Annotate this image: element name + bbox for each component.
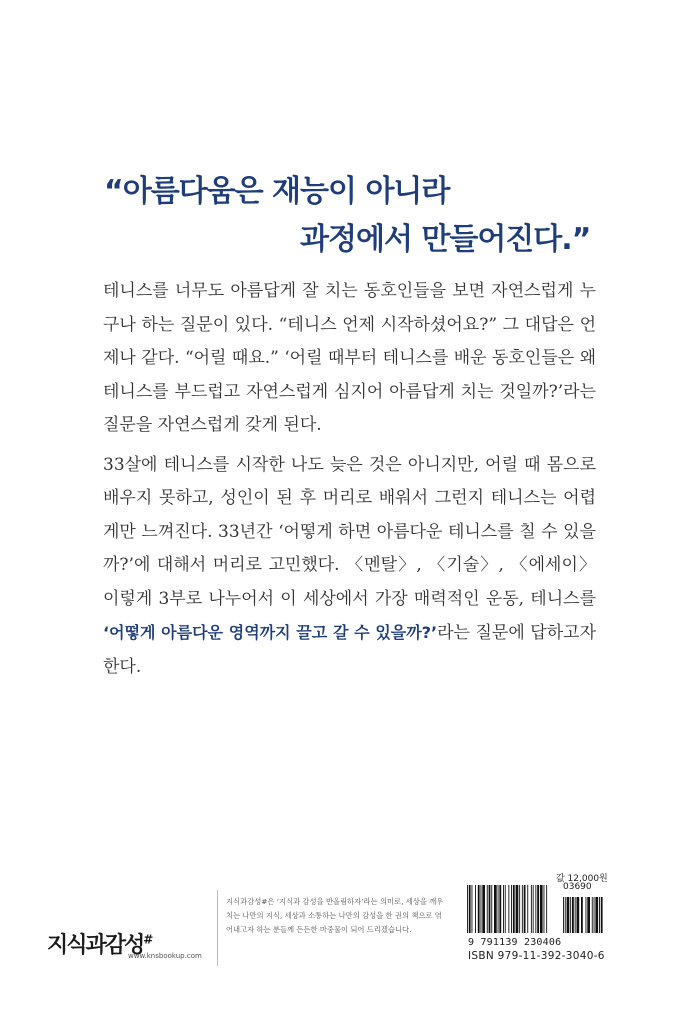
addon-bar: [577, 897, 580, 933]
barcode-bar: [540, 885, 543, 933]
addon-bar: [567, 897, 570, 933]
paragraph-2: [103, 449, 596, 685]
barcode-addon-number: 03690: [563, 882, 592, 892]
barcode-bar: [489, 885, 491, 933]
barcode-bar: [524, 885, 526, 933]
barcode-bar: [482, 885, 485, 933]
body-text: [103, 275, 596, 690]
addon-bar: [565, 897, 566, 933]
addon-bar: [581, 897, 583, 933]
barcode-bar: [472, 885, 473, 933]
paragraph-2-text-b: 라는 질문에 답하고자 한다.: [103, 623, 596, 677]
barcode-bar: [511, 885, 512, 933]
addon-bar: [572, 897, 574, 933]
barcode-bar: [535, 885, 536, 933]
quote-line-2: 과정에서 만들어진다.”: [300, 222, 591, 257]
barcode-bar: [478, 885, 480, 933]
addon-bar: [601, 897, 603, 933]
barcode-bar: [503, 885, 504, 933]
addon-bar: [575, 897, 576, 933]
barcode-digits: 9 791139 230406: [468, 937, 562, 948]
addon-bar: [595, 897, 598, 933]
barcode-bar: [505, 885, 506, 933]
barcode-bar: [498, 885, 499, 933]
barcode-bar: [546, 885, 547, 933]
addon-bar: [599, 897, 600, 933]
publisher-logo-mark: #: [143, 932, 154, 947]
barcode-bar: [516, 885, 519, 933]
publisher-logo-text: 지식과감성: [47, 933, 144, 958]
quote-line-1: “아름다움은 재능이 아니라: [104, 174, 450, 209]
isbn-text: ISBN 979-11-392-3040-6: [468, 950, 605, 962]
publisher-url: www.knsbookup.com: [128, 952, 202, 960]
barcode-bar: [519, 885, 520, 933]
barcode-bar: [544, 885, 545, 933]
barcode-bar: [494, 885, 497, 933]
barcode-bar: [499, 885, 501, 933]
paragraph-2-text-a: 33살에 테니스를 시작한 나도 늦은 것은 아니지만, 어릴 때 몸으로 배우지 못하고, 성인이 된 후 머리로 배워서 그런지 테니스는 어렵게만 느껴진다. 33년간 ‘어떻게 하면 아름다운 테니스를 칠 수 있을까?’에 대해서 머리로 고민했다. 〈멘탈〉, 〈기술〉, 〈에세이〉 이렇게 3부로 나누어서 이 세상에서 가장 매력적인 운동, 테니스를: [103, 454, 596, 609]
addon-bar: [563, 897, 564, 933]
barcode-bar: [469, 885, 471, 933]
paragraph-1: 테니스를 너무도 아름답게 잘 치는 동호인들을 보면 자연스럽게 누구나 하는 질문이 있다. “테니스 언제 시작하셨어요?” 그 대답은 언제나 같다. “어릴 때요.” ‘어릴 때부터 테니스를 배운 동호인들은 왜 테니스를 부드럽고 자연스럽게 심지어 아름답게 치는 것일까?’라는 질문을 자연스럽게 갖게 된다.: [103, 281, 596, 435]
barcode-bar: [513, 885, 515, 933]
barcode-bar: [491, 885, 492, 933]
barcode-bar: [533, 885, 534, 933]
barcode-bar: [467, 885, 468, 933]
price-label: 값 12,000원: [556, 874, 608, 884]
addon-bar: [570, 897, 571, 933]
barcode-bar: [487, 885, 488, 933]
barcode-bar: [537, 885, 539, 933]
publisher-description: 지식과감성#은 ‘지식과 감성을 반올림하자’라는 의미로, 세상을 깨우치는 나만의 지식, 세상과 소통하는 나만의 감성을 한 권의 책으로 엮어내고자 하는 분들께 든든한 마중물이 되어 드리겠습니다.: [226, 897, 444, 934]
highlighted-question: ‘어떻게 아름다운 영역까지 끌고 갈 수 있을까?’: [103, 623, 438, 642]
addon-bar: [594, 897, 595, 933]
addon-bar: [592, 897, 593, 933]
barcode-bar: [508, 885, 509, 933]
barcode-bar: [527, 885, 528, 933]
addon-bar: [587, 897, 590, 933]
barcode-bars-icon: [465, 885, 607, 935]
barcode-bar: [475, 885, 476, 933]
barcode-bar: [522, 885, 523, 933]
barcode-bar: [531, 885, 532, 933]
barcode-bar: [481, 885, 482, 933]
divider: [217, 890, 218, 966]
addon-bar: [586, 897, 587, 933]
